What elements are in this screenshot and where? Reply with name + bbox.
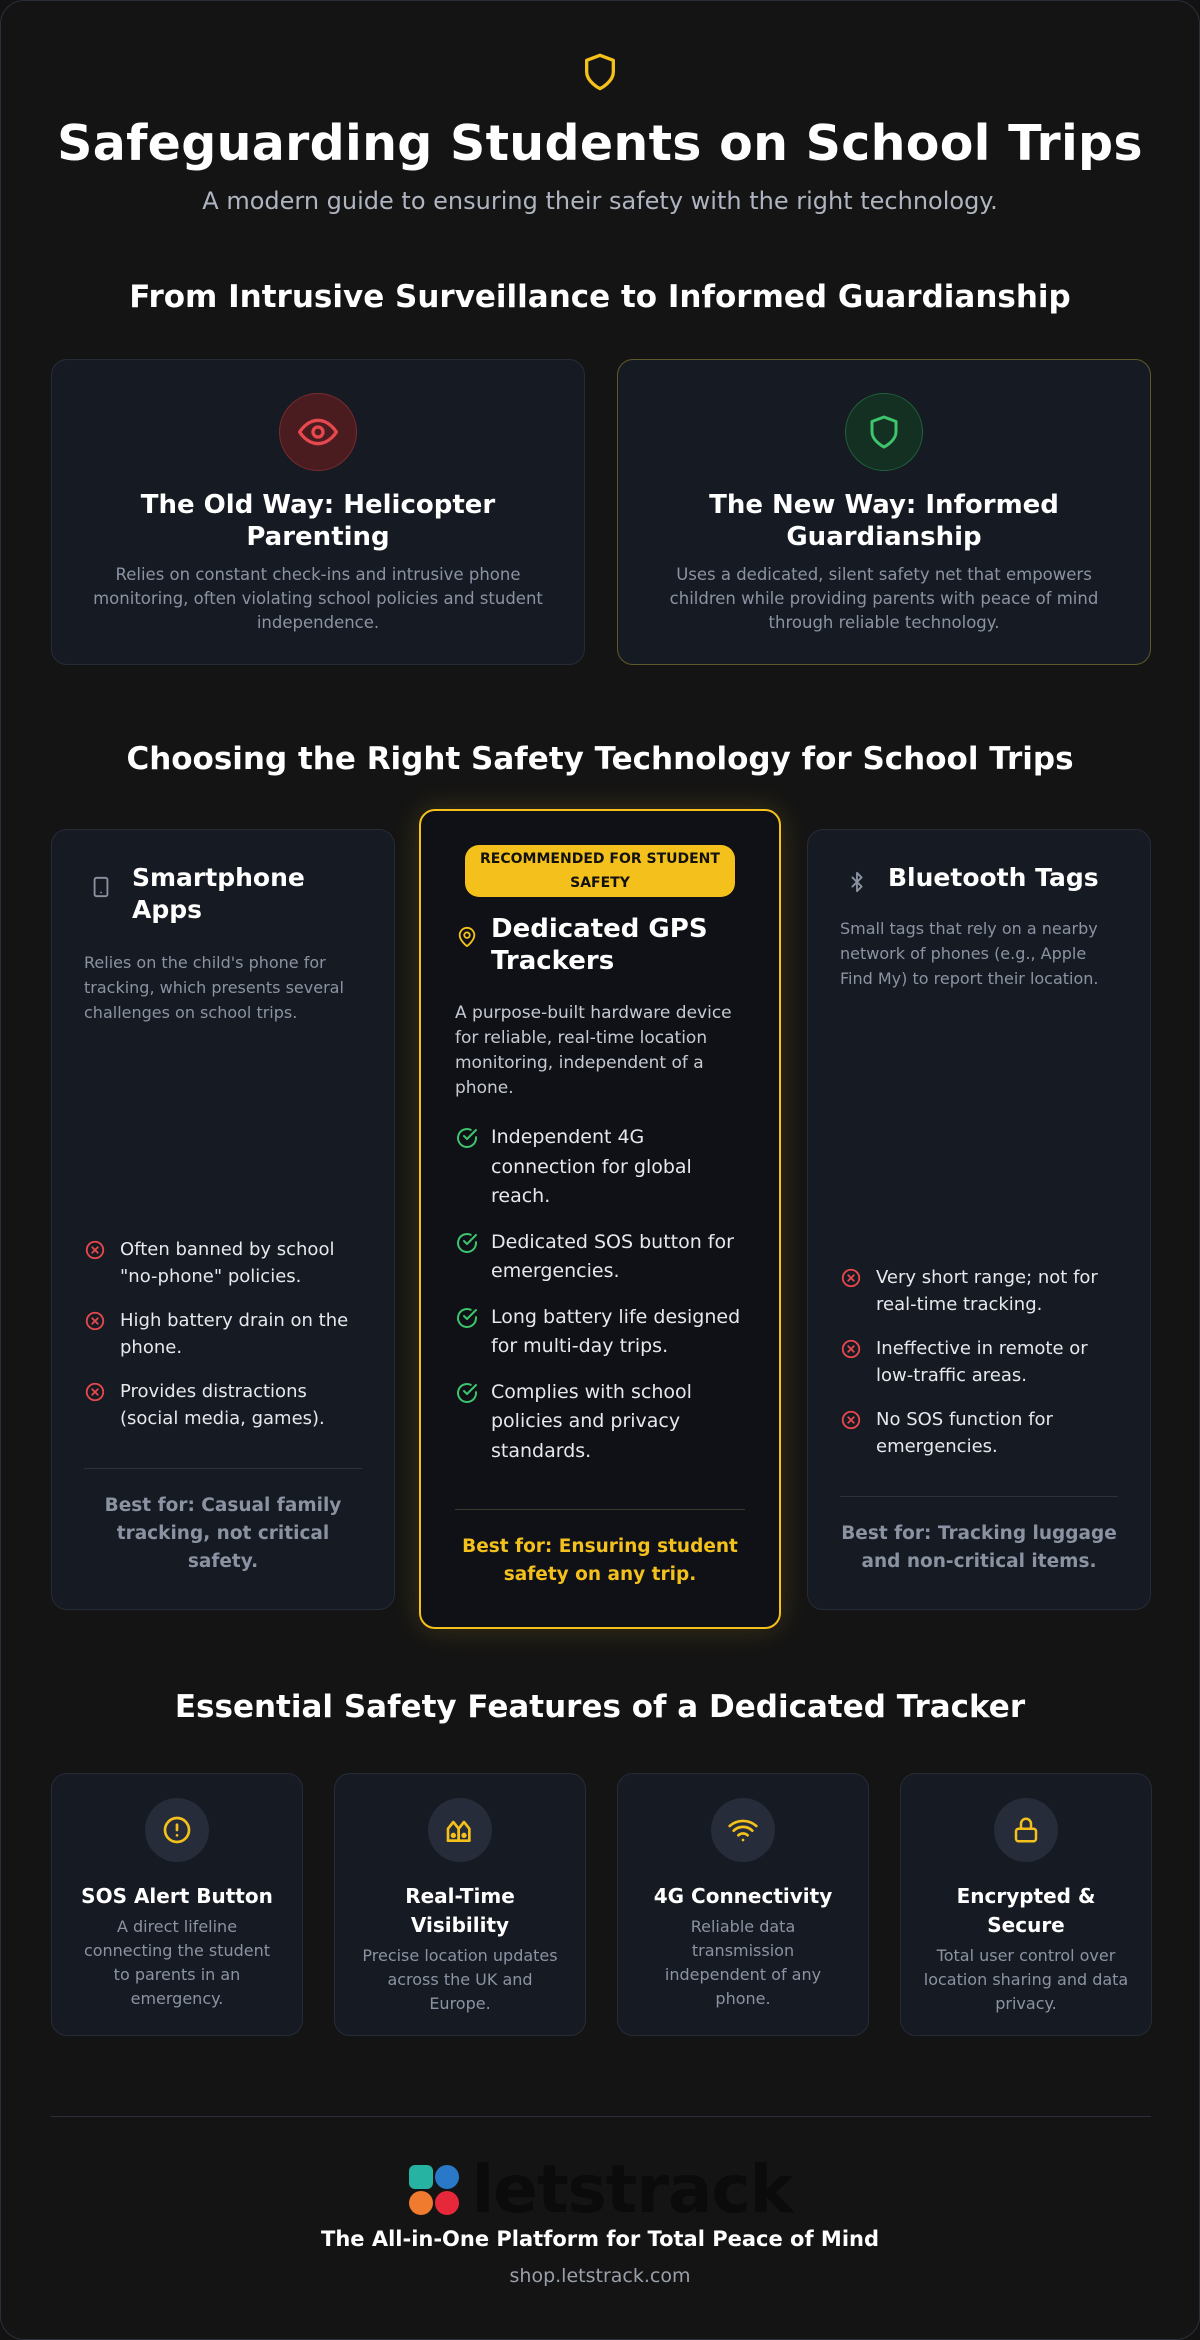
comparison-section-title: From Intrusive Surveillance to Informed Guardianship	[129, 279, 1071, 315]
feature-title: Encrypted & Secure	[956, 1884, 1096, 1937]
drawback-text: Often banned by school "no-phone" policies.	[120, 1239, 335, 1287]
lock-icon	[994, 1798, 1058, 1862]
new-way-description: Uses a dedicated, silent safety net that empowers children while providing parents with peace of mind through reliable technology.	[669, 565, 1099, 632]
benefit-text: Independent 4G connection for global reach.	[491, 1126, 692, 1207]
feature-title: Real-Time Visibility	[405, 1884, 515, 1937]
bluetooth-tags-best-for: Best for: Tracking luggage and non-critical items.	[841, 1523, 1117, 1572]
map-pin-icon	[455, 913, 479, 951]
smartphone-icon	[84, 862, 118, 902]
list-item	[840, 1406, 1118, 1460]
x-circle-icon	[840, 1406, 864, 1460]
drawback-text: Provides distractions (social media, games).	[120, 1381, 325, 1429]
gps-trackers-best-for: Best for: Ensuring student safety on any trip.	[462, 1536, 738, 1585]
old-way-card	[51, 359, 585, 665]
check-circle-icon	[455, 1123, 479, 1212]
check-circle-icon	[455, 1228, 479, 1287]
feature-description: Total user control over location sharing and data privacy.	[923, 1946, 1129, 2013]
feature-card-connectivity	[617, 1773, 869, 2036]
smartphone-apps-card	[51, 829, 395, 1610]
alert-circle-icon	[145, 1798, 209, 1862]
list-item	[84, 1307, 362, 1361]
card-divider	[455, 1509, 745, 1510]
x-circle-icon	[84, 1236, 108, 1290]
new-way-title: The New Way: Informed Guardianship	[709, 490, 1059, 552]
gps-trackers-name: Dedicated GPS Trackers	[491, 914, 708, 976]
logo-wordmark: letstrack	[471, 2151, 793, 2228]
feature-card-encryption	[900, 1773, 1152, 2036]
page-subtitle: A modern guide to ensuring their safety with the right technology.	[202, 187, 998, 215]
feature-card-visibility	[334, 1773, 586, 2036]
x-circle-icon	[84, 1378, 108, 1432]
feature-description: Precise location updates across the UK and Europe.	[362, 1946, 558, 2013]
gps-trackers-description: A purpose-built hardware device for reliable, real-time location monitoring, independent of a phone.	[455, 1003, 732, 1098]
list-item	[455, 1378, 745, 1467]
feature-title: 4G Connectivity	[653, 1884, 833, 1908]
smartphone-apps-drawbacks	[84, 1236, 362, 1432]
feature-description: Reliable data transmission independent of any phone.	[664, 1917, 822, 2008]
gps-trackers-benefits	[455, 1123, 745, 1466]
feature-card-sos	[51, 1773, 303, 2036]
drawback-text: No SOS function for emergencies.	[876, 1409, 1053, 1457]
header-shield-icon	[1, 49, 1199, 95]
benefit-text: Complies with school policies and privacy standards.	[491, 1380, 692, 1462]
gps-trackers-card	[419, 809, 781, 1629]
footer-site-link[interactable]: shop.letstrack.com	[509, 2265, 691, 2287]
check-circle-icon	[455, 1378, 479, 1467]
benefit-text: Long battery life designed for multi-day trips.	[491, 1305, 741, 1357]
technology-section-title: Choosing the Right Safety Technology for School Trips	[126, 741, 1074, 777]
shield-icon	[845, 393, 923, 471]
list-item	[84, 1378, 362, 1432]
list-item	[455, 1228, 745, 1287]
card-divider	[84, 1468, 362, 1469]
drawback-text: High battery drain on the phone.	[120, 1310, 349, 1358]
feature-title: SOS Alert Button	[81, 1884, 273, 1908]
wifi-icon	[711, 1798, 775, 1862]
smartphone-apps-description: Relies on the child's phone for tracking, which presents several challenges on school trips.	[84, 953, 344, 1022]
smartphone-apps-best-for: Best for: Casual family tracking, not critical safety.	[104, 1495, 342, 1572]
footer-divider	[51, 2116, 1151, 2117]
x-circle-icon	[840, 1264, 864, 1318]
smartphone-apps-name: Smartphone Apps	[132, 863, 305, 924]
letstrack-logo-icon	[408, 2164, 460, 2216]
recommended-badge: RECOMMENDED FOR STUDENT SAFETY	[465, 845, 735, 897]
features-section-title: Essential Safety Features of a Dedicated Tracker	[174, 1689, 1026, 1725]
x-circle-icon	[840, 1335, 864, 1389]
page-title: Safeguarding Students on School Trips	[57, 115, 1143, 172]
letstrack-logo	[1, 2151, 1199, 2228]
x-circle-icon	[84, 1307, 108, 1361]
bluetooth-tags-name: Bluetooth Tags	[888, 863, 1099, 892]
bluetooth-icon	[840, 862, 874, 898]
old-way-description: Relies on constant check-ins and intrusive phone monitoring, often violating school policies and student independence.	[93, 565, 543, 632]
eye-icon	[279, 393, 357, 471]
map-icon	[428, 1798, 492, 1862]
bluetooth-tags-drawbacks	[840, 1264, 1118, 1460]
list-item	[840, 1264, 1118, 1318]
bluetooth-tags-description: Small tags that rely on a nearby network of phones (e.g., Apple Find My) to report their location.	[840, 919, 1099, 988]
old-way-title: The Old Way: Helicopter Parenting	[140, 490, 496, 552]
list-item	[455, 1123, 745, 1212]
benefit-text: Dedicated SOS button for emergencies.	[491, 1230, 734, 1282]
footer-tagline: The All-in-One Platform for Total Peace of Mind	[321, 2227, 879, 2251]
list-item	[840, 1335, 1118, 1389]
new-way-card	[617, 359, 1151, 665]
list-item	[84, 1236, 362, 1290]
drawback-text: Very short range; not for real-time tracking.	[876, 1267, 1098, 1315]
bluetooth-tags-card	[807, 829, 1151, 1610]
feature-description: A direct lifeline connecting the student to parents in an emergency.	[83, 1917, 271, 2008]
list-item	[455, 1303, 745, 1362]
card-divider	[840, 1496, 1118, 1497]
drawback-text: Ineffective in remote or low-traffic areas.	[876, 1338, 1088, 1386]
check-circle-icon	[455, 1303, 479, 1362]
